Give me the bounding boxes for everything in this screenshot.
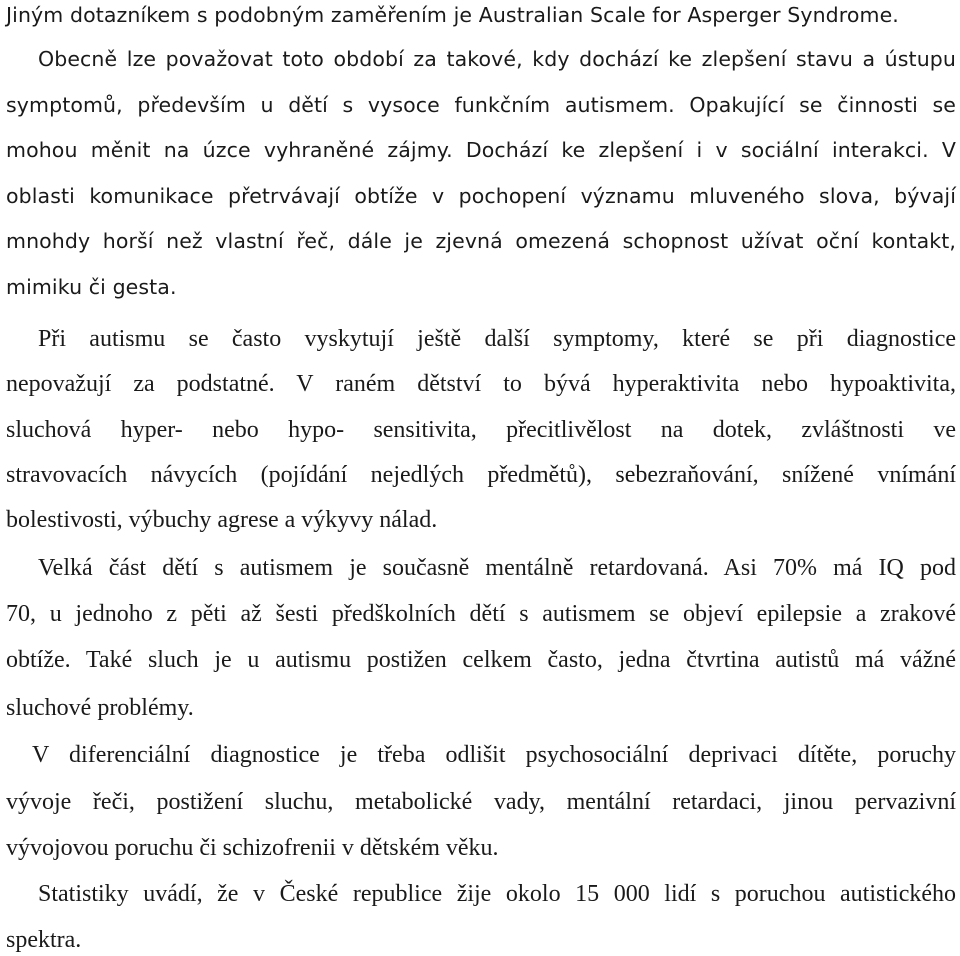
text-line-20: Statistiky uvádí, že v České republice žije okolo 15 000 lidí s poruchou autistického [38,881,956,907]
text-line-4: mohou měnit na úzce vyhraněné zájmy. Dochází ke zlepšení i v sociální interakci. V [6,138,956,162]
text-line-12: bolestivosti, výbuchy agrese a výkyvy nálad. [6,507,438,533]
text-line-14: 70, u jednoho z pěti až šesti předškolních dětí s autismem se objeví epilepsie a zrakové [6,601,956,627]
text-line-9: nepovažují za podstatné. V raném dětství to bývá hyperaktivita nebo hypoaktivita, [6,371,956,397]
text-line-5: oblasti komunikace přetrvávají obtíže v pochopení významu mluveného slova, bývají [6,184,956,208]
text-line-15: obtíže. Také sluch je u autismu postižen celkem často, jedna čtvrtina autistů má vážné [6,647,956,673]
text-line-7: mimiku či gesta. [6,275,177,299]
text-line-3: symptomů, především u dětí s vysoce funkčním autismem. Opakující se činnosti se [6,93,956,117]
text-line-19: vývojovou poruchu či schizofrenii v dětském věku. [6,835,499,861]
text-line-13: Velká část dětí s autismem je současně mentálně retardovaná. Asi 70% má IQ pod [38,555,956,581]
text-line-8: Při autismu se často vyskytují ještě další symptomy, které se při diagnostice [38,326,956,352]
text-line-10: sluchová hyper- nebo hypo- sensitivita, přecitlivělost na dotek, zvláštnosti ve [6,417,956,443]
text-line-2: Obecně lze považovat toto období za takové, kdy dochází ke zlepšení stavu a ústupu [38,47,956,71]
text-line-11: stravovacích návycích (pojídání nejedlých předmětů), sebezraňování, snížené vnímání [6,462,956,488]
text-line-17: V diferenciální diagnostice je třeba odlišit psychosociální deprivaci dítěte, poruchy [32,742,956,768]
text-line-6: mnohdy horší než vlastní řeč, dále je zjevná omezená schopnost užívat oční kontakt, [6,229,956,253]
text-line-1: Jiným dotazníkem s podobným zaměřením je Australian Scale for Asperger Syndrome. [6,3,899,27]
text-line-16: sluchové problémy. [6,695,194,721]
text-line-21: spektra. [6,927,82,953]
text-line-18: vývoje řeči, postižení sluchu, metabolické vady, mentální retardaci, jinou pervazivní [6,789,956,815]
